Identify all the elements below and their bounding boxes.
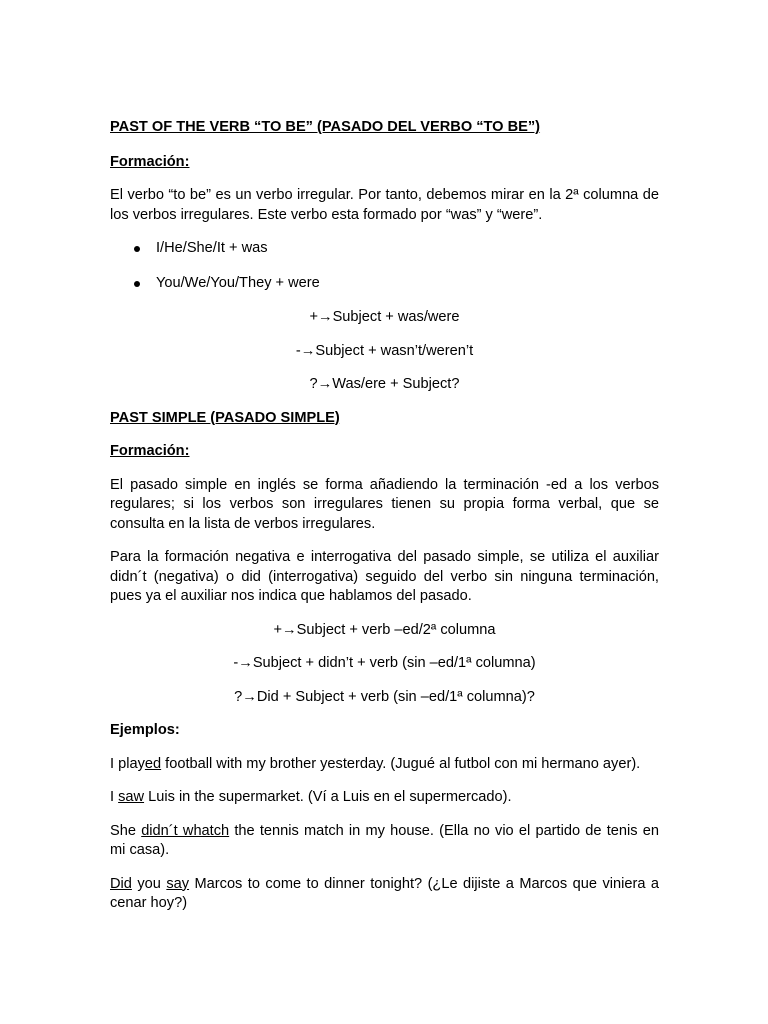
example-highlight: ed bbox=[144, 755, 162, 772]
formula-negative bbox=[110, 654, 659, 674]
example-highlight: Did bbox=[110, 875, 132, 892]
example-4 bbox=[110, 875, 659, 914]
formation-label: Formación: bbox=[110, 153, 190, 170]
list-item bbox=[110, 239, 659, 259]
example-2 bbox=[110, 788, 659, 808]
bullet-icon bbox=[134, 281, 140, 287]
example-highlight: saw bbox=[118, 789, 145, 805]
example-3 bbox=[110, 822, 659, 861]
bullet-icon bbox=[134, 246, 140, 252]
section-title-past-to-be: PAST OF THE VERB “TO BE” (PASADO DEL VERBO “TO BE”) bbox=[110, 119, 541, 135]
example-highlight: didn´t whatch bbox=[141, 822, 230, 839]
arrow-right-icon: → bbox=[282, 621, 297, 638]
example-text: you bbox=[131, 875, 167, 892]
formula-text: Subject + wasn’t/weren’t bbox=[315, 342, 474, 359]
past-simple-paragraph-1: El pasado simple en inglés se forma añadiendo la terminación -ed a los verbos regulares; si los verbos son irregulares tienen su propia forma verbal, que se consulta en la lista de verbos irregulares. bbox=[110, 476, 659, 532]
arrow-right-icon: → bbox=[317, 376, 333, 392]
formula-negative bbox=[110, 342, 659, 362]
example-text: She bbox=[110, 822, 142, 839]
example-1 bbox=[110, 755, 659, 775]
example-highlight: say bbox=[166, 875, 190, 892]
examples-label: Ejemplos: bbox=[110, 722, 180, 738]
formula-sign: - bbox=[233, 655, 239, 671]
example-text: the tennis match in my house. (Ella no vio el partido de tenis en mi casa). bbox=[110, 822, 659, 858]
formula-sign: ? bbox=[309, 376, 318, 392]
example-text: Marcos to come to dinner tonight? (¿Le dijiste a Marcos que viniera a cenar hoy?) bbox=[110, 875, 659, 911]
formula-sign: + bbox=[309, 309, 318, 325]
formula-affirmative bbox=[110, 308, 659, 328]
formula-text: Did + Subject + verb (sin –ed/1ª columna)? bbox=[256, 688, 535, 705]
example-text: football with my brother yesterday. (Jugué al futbol con mi hermano ayer). bbox=[161, 755, 641, 772]
arrow-right-icon: → bbox=[242, 688, 257, 705]
example-text: I play bbox=[110, 755, 145, 772]
formula-text: Was/ere + Subject? bbox=[332, 376, 460, 392]
formula-text: Subject + was/were bbox=[332, 309, 460, 325]
formula-text: Subject + didn’t + verb (sin –ed/1ª columna) bbox=[252, 655, 536, 671]
bullet-text: I/He/She/It + was bbox=[156, 240, 268, 256]
formula-sign: ? bbox=[234, 688, 243, 705]
formula-interrogative bbox=[110, 375, 659, 395]
example-text: I bbox=[110, 789, 119, 805]
section-title-past-simple: PAST SIMPLE (PASADO SIMPLE) bbox=[110, 409, 340, 426]
formula-text: Subject + verb –ed/2ª columna bbox=[296, 621, 496, 638]
example-text: Luis in the supermarket. (Ví a Luis en el supermercado). bbox=[144, 789, 512, 805]
list-item bbox=[110, 274, 659, 294]
formula-sign: - bbox=[295, 342, 301, 359]
past-simple-paragraph-2: Para la formación negativa e interrogativa del pasado simple, se utiliza el auxiliar didn´t (negativa) o did (interrogativa) seguido del verbo sin ninguna terminación, pues ya el auxiliar nos indica que hablamos del pasado. bbox=[110, 549, 659, 604]
arrow-right-icon: → bbox=[238, 655, 253, 671]
arrow-right-icon: → bbox=[317, 309, 333, 325]
formula-sign: + bbox=[273, 621, 283, 638]
bullet-text: You/We/You/They + were bbox=[156, 274, 320, 291]
intro-paragraph: El verbo “to be” es un verbo irregular. Por tanto, debemos mirar en la 2ª columna de los verbos irregulares. Este verbo esta formado por “was” y “were”. bbox=[110, 187, 659, 223]
formula-affirmative bbox=[110, 621, 659, 641]
bullet-list bbox=[110, 239, 659, 293]
arrow-right-icon: → bbox=[300, 342, 316, 359]
formation-label: Formación: bbox=[110, 443, 190, 459]
document-page bbox=[110, 118, 659, 914]
formula-interrogative bbox=[110, 688, 659, 708]
